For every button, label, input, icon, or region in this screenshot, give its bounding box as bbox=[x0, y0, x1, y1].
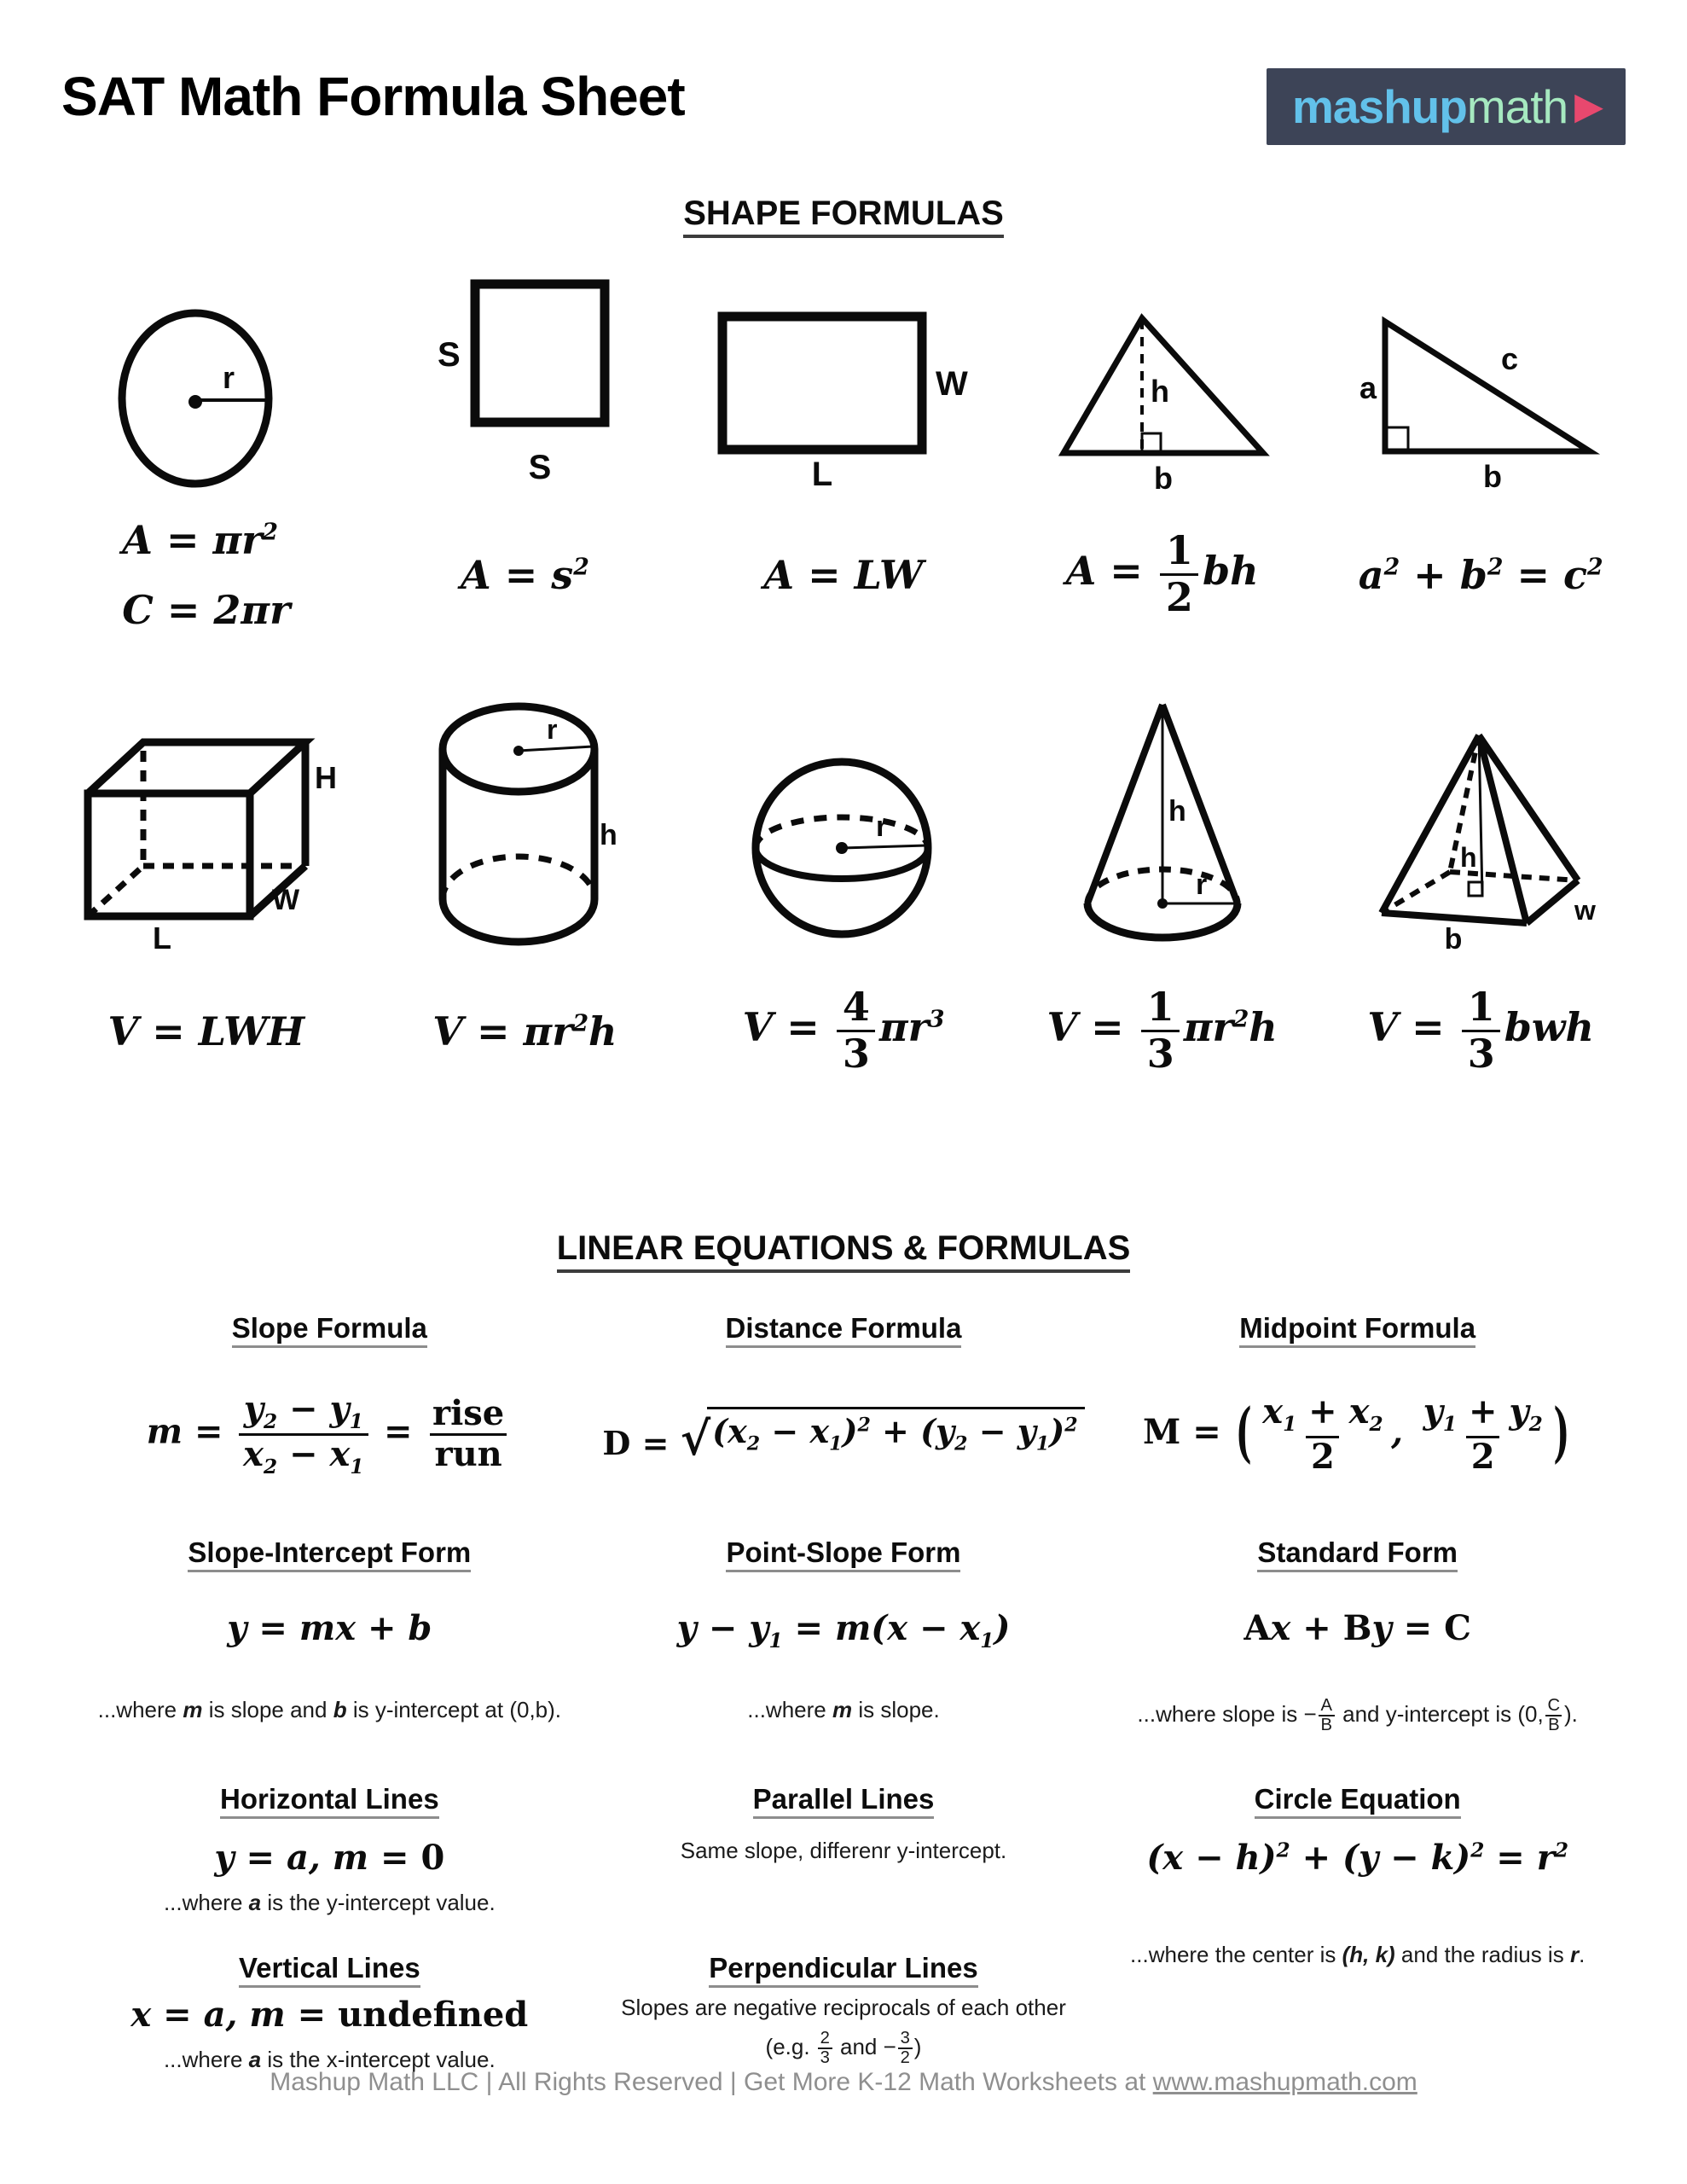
circle-shape bbox=[117, 293, 296, 491]
vertical-lines-note: ...where a is the x-intercept value. bbox=[163, 2046, 496, 2072]
linear-headings-row-2 bbox=[0, 1536, 1687, 1569]
slope-formula-heading: Slope Formula bbox=[232, 1312, 427, 1345]
rtriangle-base-label: b bbox=[1483, 459, 1503, 491]
shape-cell-pyramid bbox=[1321, 694, 1640, 952]
square-area-formula: $A = s^2$ bbox=[461, 551, 589, 598]
prism-volume-formula: V = LWH bbox=[107, 1008, 305, 1054]
circle-circumference-formula: C = 2πr bbox=[122, 586, 291, 633]
triangle-base-label: b bbox=[1153, 461, 1173, 491]
triangle-height-label: h bbox=[1150, 374, 1169, 409]
standard-form-heading: Standard Form bbox=[1257, 1536, 1458, 1569]
logo-word-math: math bbox=[1466, 80, 1568, 133]
sphere-volume-formula: V = $\frac{4}{3}$ $\pi r^3$ bbox=[742, 984, 945, 1077]
horizontal-lines-heading: Horizontal Lines bbox=[220, 1783, 439, 1815]
linear-content-row-4 bbox=[0, 1995, 1687, 2073]
point-slope-formula: $y - y_1 = m(x - x_1)$ bbox=[676, 1608, 1011, 1653]
shape-cell-circle bbox=[47, 262, 366, 491]
logo-word-mashup: mashup bbox=[1292, 80, 1467, 133]
cylinder-height-label: h bbox=[600, 819, 618, 851]
pyramid-shape bbox=[1365, 725, 1597, 952]
sphere-shape bbox=[745, 749, 942, 952]
midpoint-formula: M = ( $\frac{x_1 + x_2}{2}$ , $\frac{y_1 + y_2}{2}$ ) bbox=[1143, 1391, 1570, 1477]
footer bbox=[0, 2068, 1687, 2097]
pyramid-base-label: b bbox=[1444, 923, 1463, 952]
shape-cell-square bbox=[366, 262, 685, 491]
circle-formulas bbox=[47, 496, 366, 653]
vertical-lines-formula: x = a, m = undefined bbox=[130, 1994, 529, 2035]
linear-formulas-row-2 bbox=[0, 1608, 1687, 1653]
cylinder-radius-label: r bbox=[547, 714, 558, 745]
circle-area-formula: $A = \pi r^2$ bbox=[122, 516, 278, 563]
slope-formula: m = $\frac{y_2 - y_1}{x_2 - x_1}$ = $\frac{\text{rise}}{\text{run}}$ bbox=[147, 1391, 513, 1478]
circle-equation-heading: Circle Equation bbox=[1255, 1783, 1461, 1815]
formulas-2d-row bbox=[0, 496, 1687, 653]
mashupmath-logo bbox=[1267, 68, 1626, 145]
shape-cell-sphere bbox=[684, 694, 1003, 952]
right-triangle-shape bbox=[1356, 313, 1605, 491]
standard-form-note: ...where slope is − $\frac{A}{B}$ and y-intercept is (0, $\frac{C}{B}$ ). bbox=[1137, 1696, 1578, 1735]
triangle-area-formula: A = $\frac{1}{2}$ bh bbox=[1065, 527, 1259, 620]
play-icon: ▶ bbox=[1574, 85, 1603, 127]
rectangle-area-formula: A = LW bbox=[763, 551, 924, 598]
perpendicular-lines-note: Slopes are negative reciprocals of each other bbox=[621, 1994, 1066, 2020]
cone-shape bbox=[1071, 696, 1254, 952]
standard-form-formula: Ax + By = C bbox=[1244, 1608, 1471, 1648]
shapes-3d-row bbox=[0, 694, 1687, 952]
cone-height-label: h bbox=[1168, 795, 1186, 828]
pyramid-height-label: h bbox=[1460, 842, 1477, 873]
slope-intercept-formula: y = mx + b bbox=[227, 1608, 432, 1648]
prism-width-label: W bbox=[271, 884, 299, 916]
shapes-2d-row bbox=[0, 262, 1687, 491]
circle-radius-label: r bbox=[222, 360, 235, 395]
rectangular-prism-shape bbox=[71, 706, 342, 952]
linear-equations-heading bbox=[0, 1229, 1687, 1268]
rtriangle-hyp-label: c bbox=[1501, 341, 1519, 376]
square-side-label: S bbox=[438, 336, 461, 374]
circle-equation-note: ...where the center is (h, k) and the radius is r. bbox=[1130, 1941, 1586, 1967]
pyramid-volume-formula: V = $\frac{1}{3}$ bwh bbox=[1367, 984, 1594, 1077]
footer-text: Mashup Math LLC | All Rights Reserved | Get More K-12 Math Worksheets at bbox=[270, 2068, 1153, 2096]
parallel-lines-heading: Parallel Lines bbox=[753, 1783, 935, 1815]
perpendicular-lines-example: (e.g. $\frac{2}{3}$ and − $\frac{3}{2}$ ) bbox=[765, 2028, 922, 2067]
horizontal-lines-note: ...where a is the y-intercept value. bbox=[163, 1889, 496, 1915]
rectangle-shape bbox=[710, 305, 977, 491]
prism-height-label: H bbox=[314, 760, 337, 795]
circle-equation-formula: $(x - h)^2 + (y - k)^2 = r^2$ bbox=[1146, 1837, 1568, 1878]
horizontal-lines-formula: y = a, m = 0 bbox=[214, 1837, 445, 1878]
triangle-shape bbox=[1055, 311, 1270, 491]
cylinder-volume-formula: $V = \pi r^2h$ bbox=[432, 1008, 617, 1054]
cone-volume-formula: V = $\frac{1}{3}$ $\pi r^2h$ bbox=[1046, 984, 1278, 1077]
rect-width-label: W bbox=[935, 365, 968, 403]
page-title: SAT Math Formula Sheet bbox=[61, 66, 685, 127]
rect-length-label: L bbox=[811, 456, 833, 491]
shape-formulas-heading bbox=[0, 195, 1687, 233]
linear-headings-row-1 bbox=[0, 1312, 1687, 1345]
perpendicular-lines-heading: Perpendicular Lines bbox=[709, 1952, 977, 1984]
shape-cell-rectangle bbox=[684, 262, 1003, 491]
square-bottom-label: S bbox=[529, 449, 552, 486]
cylinder-shape bbox=[427, 694, 622, 952]
pythagorean-formula: $a^2 + b^2 = c^2$ bbox=[1358, 551, 1603, 598]
distance-formula: D = √ $(x_2 - x_1)^2 + (y_2 - y_1)^2$ bbox=[602, 1407, 1084, 1462]
pyramid-width-label: w bbox=[1574, 895, 1597, 926]
header bbox=[0, 0, 1687, 145]
linear-equations-section bbox=[0, 1229, 1687, 2073]
shape-cell-triangle bbox=[1003, 262, 1322, 491]
shape-cell-prism bbox=[47, 694, 366, 952]
slope-intercept-note: ...where m is slope and b is y-intercept at (0,b). bbox=[97, 1697, 562, 1722]
shape-cell-cylinder bbox=[366, 694, 685, 952]
sphere-radius-label: r bbox=[875, 810, 888, 843]
formulas-3d-row bbox=[0, 961, 1687, 1101]
linear-equations-heading-text: LINEAR EQUATIONS & FORMULAS bbox=[557, 1229, 1131, 1273]
rtriangle-leg-a-label: a bbox=[1359, 370, 1377, 405]
footer-link[interactable]: www.mashupmath.com bbox=[1152, 2068, 1417, 2096]
shape-cell-cone bbox=[1003, 694, 1322, 952]
parallel-lines-note: Same slope, differenr y-intercept. bbox=[680, 1837, 1007, 1863]
vertical-lines-heading: Vertical Lines bbox=[239, 1952, 420, 1984]
linear-content-row-3 bbox=[0, 1838, 1687, 1916]
point-slope-heading: Point-Slope Form bbox=[726, 1536, 960, 1569]
prism-length-label: L bbox=[152, 921, 171, 952]
shape-cell-right-triangle bbox=[1321, 262, 1640, 491]
midpoint-formula-heading: Midpoint Formula bbox=[1239, 1312, 1475, 1345]
linear-headings-row-3 bbox=[0, 1783, 1687, 1815]
square-shape bbox=[417, 262, 632, 491]
linear-formulas-row-1 bbox=[0, 1377, 1687, 1492]
cone-radius-label: r bbox=[1195, 868, 1207, 901]
linear-headings-row-4 bbox=[0, 1941, 1687, 1984]
linear-notes-row bbox=[0, 1697, 1687, 1735]
shape-formulas-heading-text: SHAPE FORMULAS bbox=[683, 195, 1004, 238]
distance-formula-heading: Distance Formula bbox=[726, 1312, 962, 1345]
point-slope-note: ...where m is slope. bbox=[747, 1697, 940, 1722]
slope-intercept-heading: Slope-Intercept Form bbox=[188, 1536, 471, 1569]
